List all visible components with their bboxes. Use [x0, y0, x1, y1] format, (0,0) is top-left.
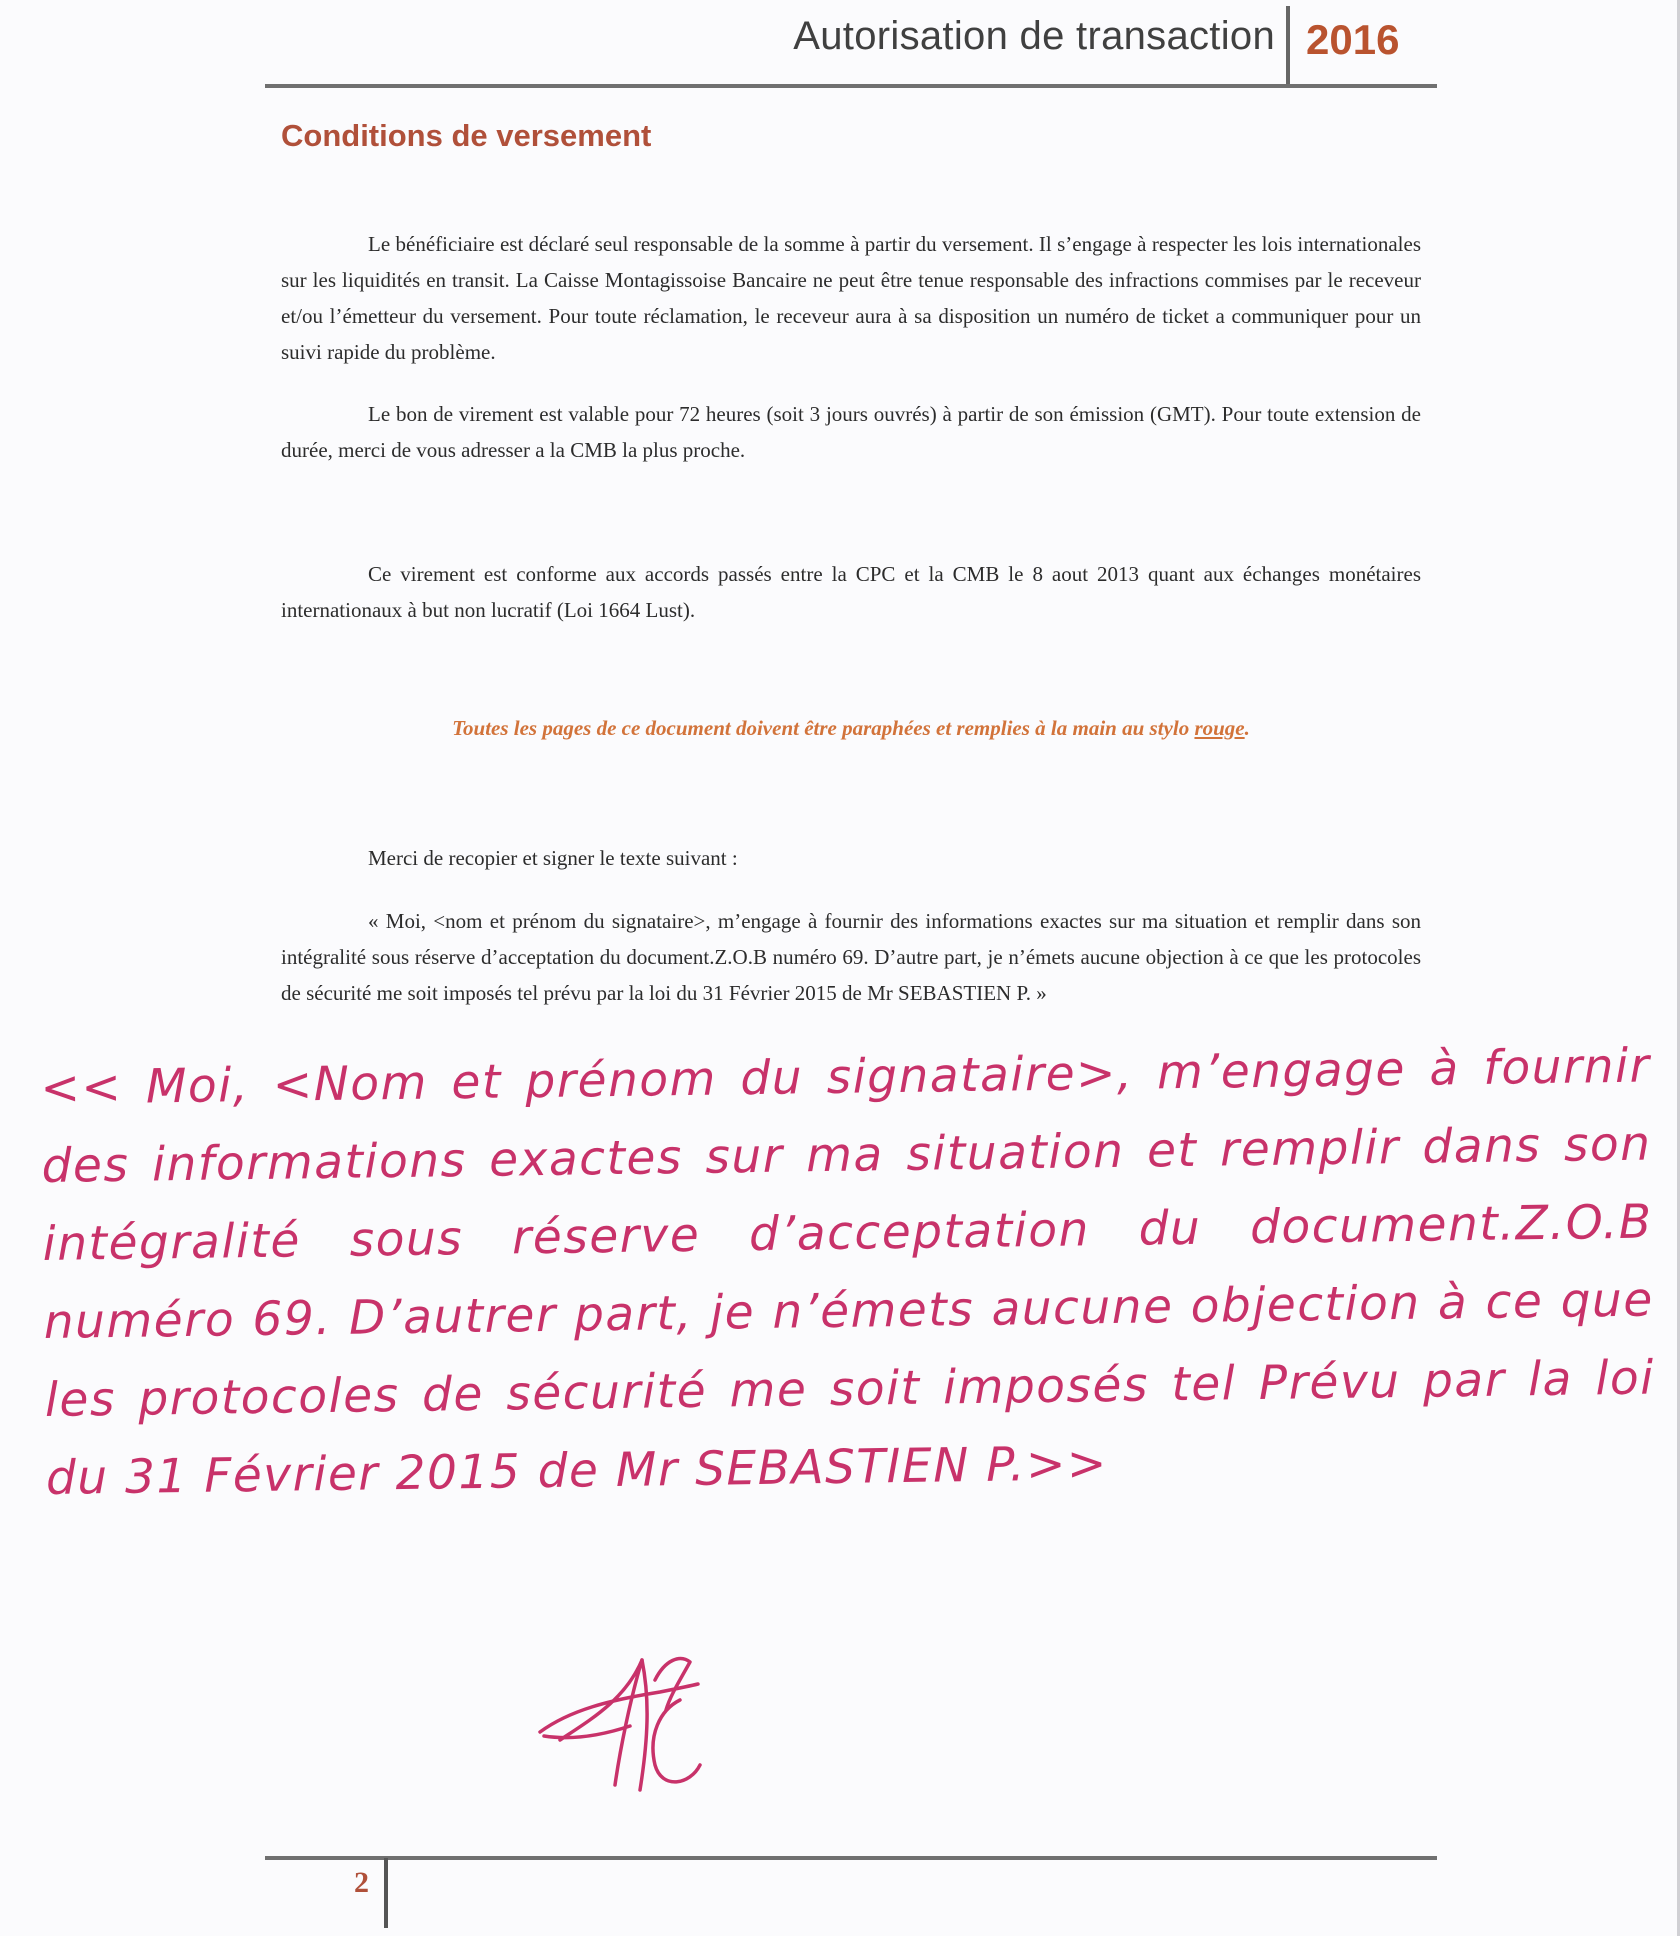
handwritten-copy: << Moi, <Nom et prénom du signataire>, m’engage à fournir des informations exactes sur ma situation et remplir dans son intégralité sous réserve d’acceptation du document.Z.O.B numéro 69. D’autrer part, je n’émets aucune objection à ce que les protocoles de sécurité me soit imposés tel Prévu par la loi du 31 Février 2015 de Mr SEBASTIEN P.>> [40, 1038, 1656, 1506]
red-pen-notice: Toutes les pages de ce document doivent être paraphées et remplies à la main au stylo rouge. [452, 716, 1250, 740]
paragraph-responsibility: Le bénéficiaire est déclaré seul responsable de la somme à partir du versement. Il s’engage à respecter les lois internationales sur les liquidités en transit. La Caisse Montagissoise Bancaire ne peut être tenue responsable des infractions commises par le receveur et/ou l’émetteur du versement. Pour toute réclamation, le receveur aura à sa disposition un numéro de ticket a communiquer pour un suivi rapide du problème. [281, 232, 1421, 364]
paragraph-validity: Le bon de virement est valable pour 72 heures (soit 3 jours ouvrés) à partir de son émission (GMT). Pour toute extension de durée, merci de vous adresser a la CMB la plus proche. [281, 402, 1421, 462]
footer-divider [384, 1858, 388, 1928]
signature-scribble [530, 1640, 730, 1800]
header-year: 2016 [1306, 16, 1400, 63]
footer-rule [265, 1856, 1437, 1860]
paragraph-pledge-text: « Moi, <nom et prénom du signataire>, m’engage à fournir des informations exactes sur ma situation et remplir dans son intégralité sous réserve d’acceptation du document.Z.O.B numéro 69. D’autre part, je n’émets aucune objection à ce que les protocoles de sécurité me soit imposés tel prévu par la loi du 31 Février 2015 de Mr SEBASTIEN P. » [281, 909, 1421, 1005]
header-rule [265, 84, 1437, 88]
header-divider [1286, 6, 1290, 86]
section-title: Conditions de versement [281, 118, 652, 153]
paragraph-agreement: Ce virement est conforme aux accords passés entre la CPC et la CMB le 8 aout 2013 quant aux échanges monétaires internationaux à but non lucratif (Loi 1664 Lust). [281, 562, 1421, 622]
page-number: 2 [354, 1866, 369, 1899]
header-title: Autorisation de transaction [793, 14, 1275, 58]
paragraph-instruction: Merci de recopier et signer le texte suivant : [368, 846, 738, 870]
